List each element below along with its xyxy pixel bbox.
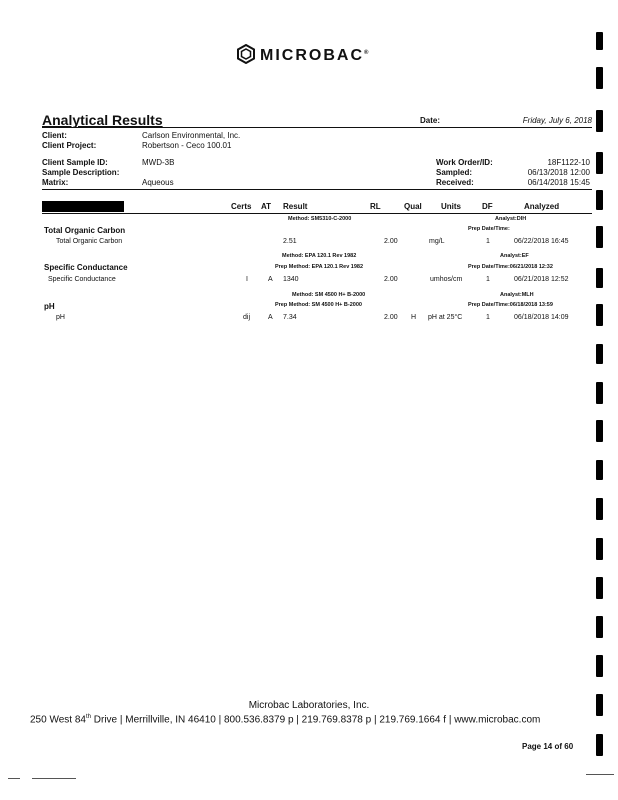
sc-analyzed: 06/21/2018 12:52 — [514, 276, 569, 283]
logo-registered: ® — [364, 50, 369, 56]
matrix-label: Matrix: — [42, 178, 69, 187]
logo-text: MICROBAC — [260, 47, 364, 64]
bottom-line — [586, 774, 614, 775]
scan-mark — [596, 110, 603, 132]
toc-df: 1 — [486, 238, 490, 245]
sc-rl: 2.00 — [384, 276, 398, 283]
sample-id-label: Client Sample ID: — [42, 158, 108, 167]
ph-analyte-heading: pH — [44, 302, 55, 311]
col-at: AT — [261, 202, 272, 211]
scan-mark — [596, 226, 603, 248]
ph-certs: dij — [243, 314, 251, 321]
toc-analyst: Analyst:DIH — [495, 216, 527, 222]
bottom-line — [32, 778, 76, 779]
sc-prep-method: Prep Method: EPA 120.1 Rev 1982 — [275, 264, 364, 270]
ph-analyst: Analyst:MLH — [500, 292, 534, 298]
client-value: Carlson Environmental, Inc. — [142, 131, 241, 140]
scan-mark — [596, 694, 603, 716]
scan-mark — [596, 32, 603, 50]
scan-mark — [596, 734, 603, 756]
col-result: Result — [283, 202, 308, 211]
client-label: Client: — [42, 131, 67, 140]
col-qual: Qual — [404, 202, 422, 211]
sc-method: Method: EPA 120.1 Rev 1982 — [282, 253, 357, 259]
footer-address-number: 250 West 84 — [30, 714, 86, 726]
footer-address-suffix: th — [85, 714, 91, 720]
ph-at: A — [268, 314, 273, 321]
col-analyzed: Analyzed — [524, 202, 560, 211]
toc-rl: 2.00 — [384, 238, 398, 245]
ph-prep-method: Prep Method: SM 4500 H+ B-2000 — [275, 302, 362, 308]
header-rule — [42, 213, 592, 214]
redacted-block — [42, 201, 124, 212]
toc-units: mg/L — [429, 238, 445, 245]
sc-analyte: Specific Conductance — [48, 276, 116, 283]
info-rule — [42, 189, 592, 190]
matrix-value: Aqueous — [142, 178, 174, 187]
ph-prep-date: Prep Date/Time:06/18/2018 13:59 — [468, 302, 553, 308]
received-label: Received: — [436, 178, 474, 187]
footer-company: Microbac Laboratories, Inc. — [248, 700, 370, 711]
page-title: Analytical Results — [42, 112, 163, 128]
scan-mark — [596, 655, 603, 677]
ph-analyzed: 06/18/2018 14:09 — [514, 314, 569, 321]
toc-prep-date: Prep Date/Time: — [468, 226, 510, 232]
scan-mark — [596, 268, 603, 288]
ph-method: Method: SM 4500 H+ B-2000 — [292, 292, 366, 298]
sample-desc-label: Sample Description: — [42, 168, 120, 177]
scan-mark — [596, 190, 603, 210]
col-units: Units — [441, 202, 461, 211]
date-label: Date: — [420, 116, 441, 125]
received-value: 06/14/2018 15:45 — [527, 178, 590, 187]
col-certs: Certs — [231, 202, 252, 211]
scan-mark — [596, 577, 603, 599]
ph-rl: 2.00 — [384, 314, 398, 321]
project-label: Client Project: — [42, 141, 97, 150]
sampled-label: Sampled: — [436, 168, 473, 177]
col-rl: RL — [370, 202, 381, 211]
work-order-label: Work Order/ID: — [436, 158, 493, 167]
ph-df: 1 — [486, 314, 490, 321]
toc-result: 2.51 — [283, 238, 297, 245]
sampled-value: 06/13/2018 12:00 — [527, 168, 590, 177]
bottom-line — [8, 778, 20, 779]
project-value: Robertson - Ceco 100.01 — [142, 141, 232, 150]
sc-certs: I — [246, 276, 248, 283]
scan-mark — [596, 344, 603, 364]
scan-mark — [596, 67, 603, 89]
sc-units: umhos/cm — [430, 276, 463, 283]
toc-analyte-heading: Total Organic Carbon — [44, 226, 126, 235]
scan-mark — [596, 538, 603, 560]
col-df: DF — [482, 202, 493, 211]
scan-mark — [596, 420, 603, 442]
microbac-hexagon-icon — [236, 44, 256, 64]
scan-mark — [596, 460, 603, 480]
report-date: Friday, July 6, 2018 — [522, 116, 592, 125]
sc-result: 1340 — [283, 276, 299, 283]
microbac-logo — [236, 44, 368, 65]
sample-id-value: MWD-3B — [142, 158, 175, 167]
ph-units: pH at 25°C — [428, 314, 463, 321]
sc-analyte-heading: Specific Conductance — [44, 263, 128, 272]
sc-prep-date: Prep Date/Time:06/21/2018 12:32 — [468, 264, 553, 270]
scan-mark — [596, 616, 603, 638]
toc-analyzed: 06/22/2018 16:45 — [514, 238, 569, 245]
scan-mark — [596, 382, 603, 404]
scan-mark — [596, 498, 603, 520]
ph-qual: H — [411, 314, 417, 321]
sc-df: 1 — [486, 276, 490, 283]
footer-address — [30, 714, 540, 725]
ph-analyte: pH — [56, 314, 65, 321]
page-number: Page 14 of 60 — [522, 742, 574, 751]
work-order-value: 18F1122-10 — [547, 158, 590, 167]
toc-analyte: Total Organic Carbon — [56, 238, 123, 245]
footer-address-rest: Drive | Merrillville, IN 46410 | 800.536.8379 p | 219.769.8378 p | 219.769.1664 f | www.microbac.com — [90, 714, 541, 726]
sc-at: A — [268, 276, 273, 283]
sc-analyst: Analyst:EF — [500, 253, 529, 259]
title-rule — [42, 127, 592, 128]
toc-method: Method: SM5310-C-2000 — [288, 216, 352, 222]
scan-mark — [596, 152, 603, 174]
ph-result: 7.34 — [283, 314, 297, 321]
scan-mark — [596, 304, 603, 326]
